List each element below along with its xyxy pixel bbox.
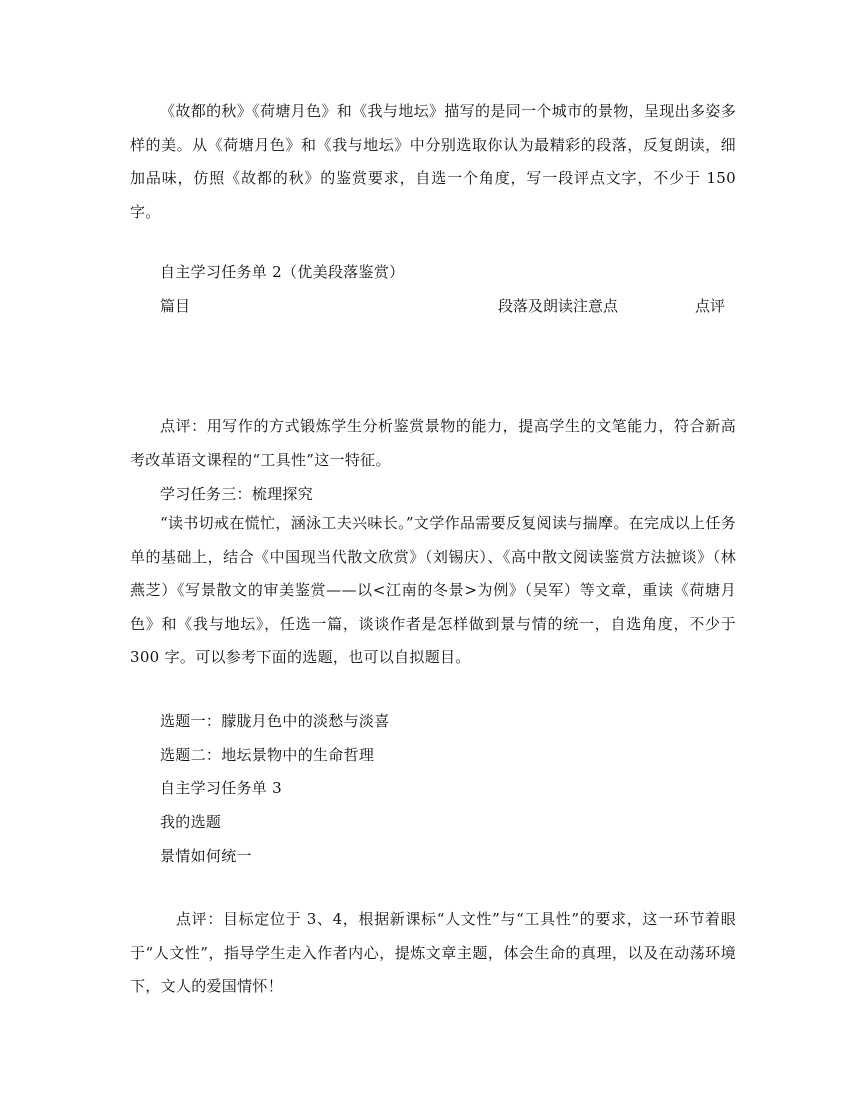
task-three-paragraph: “读书切戒在慌忙，涵泳工夫兴味长。”文学作品需要反复阅读与揣摩。在完成以上任务单的基础上，结合《中国现当代散文欣赏》（刘锡庆）、《高中散文阅读鉴赏方法摭谈》（林燕芝）《写景散文的审美鉴赏——以<江南的冬景>为例》（吴军）等文章，重读《荷塘月色》和《我与地坛》，任选一篇，谈谈作者是怎样做到景与情的统一，自选角度，不少于 300 字。可以参考下面的选题，也可以自拟题目。	[130, 514, 736, 666]
task-sheet-3-row-topic: 我的选题	[160, 813, 222, 831]
topic-1: 选题一：朦胧月色中的淡愁与淡喜	[160, 712, 390, 730]
task-sheet-3-row-unity: 景情如何统一	[160, 847, 252, 865]
intro-paragraph: 《故都的秋》《荷塘月色》和《我与地坛》描写的是同一个城市的景物，呈现出多姿多样的美。从《荷塘月色》和《我与地坛》中分别选取你认为最精彩的段落，反复朗读，细加品味，仿照《故都的秋》的鉴赏要求，自选一个角度，写一段评点文字，不少于 150 字。	[130, 102, 736, 221]
task-sheet-3-title: 自主学习任务单 3	[160, 779, 283, 797]
task-three-heading: 学习任务三：梳理探究	[160, 485, 314, 503]
comment-paragraph-1: 点评：用写作的方式锻炼学生分析鉴赏景物的能力，提高学生的文笔能力，符合新高考改革语文课程的“工具性”这一特征。	[130, 417, 736, 469]
column-header-title: 篇目	[160, 297, 191, 315]
column-header-comment: 点评	[695, 297, 726, 315]
comment-paragraph-2: 点评：目标定位于 3、4，根据新课标“人文性”与“工具性”的要求，这一环节着眼于“人文性”，指导学生走入作者内心，提炼文章主题，体会生命的真理，以及在动荡环境下，文人的爱国情怀！	[130, 910, 736, 995]
task-sheet-2-title: 自主学习任务单 2（优美段落鉴赏）	[160, 263, 405, 281]
topic-2: 选题二：地坛景物中的生命哲理	[160, 746, 375, 764]
column-header-passage: 段落及朗读注意点	[498, 297, 619, 315]
